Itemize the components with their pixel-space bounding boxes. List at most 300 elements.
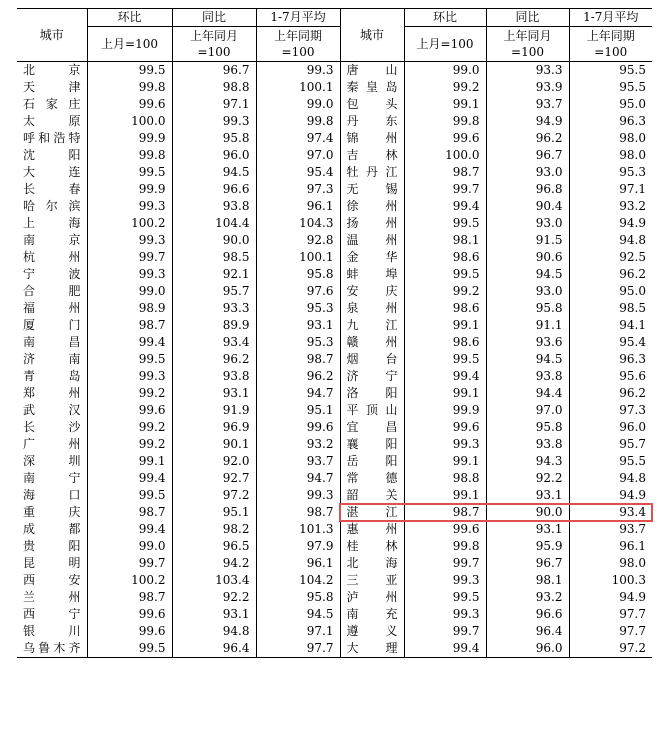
left-mom-value: 98.7 [87,504,172,521]
left-city-name: 石家庄 [17,96,87,113]
right-yoy-value: 93.6 [486,334,569,351]
left-avg-value: 97.0 [256,147,340,164]
city-price-index-table [17,8,652,658]
left-mom-value: 99.5 [87,487,172,504]
right-city-name: 扬州 [340,215,404,232]
right-mom-value: 98.6 [404,334,486,351]
left-mom-value: 99.3 [87,266,172,283]
right-city-name: 宜昌 [340,419,404,436]
right-yoy-value: 96.4 [486,623,569,640]
left-yoy-value: 94.2 [172,555,256,572]
right-city-name: 秦皇岛 [340,79,404,96]
left-city-name: 南昌 [17,334,87,351]
left-city-name: 宁波 [17,266,87,283]
header-mom-left: 环比 [87,9,172,27]
left-avg-value: 94.7 [256,470,340,487]
left-mom-value: 99.2 [87,385,172,402]
left-mom-value: 100.2 [87,572,172,589]
left-mom-value: 99.0 [87,538,172,555]
table-row [17,623,652,640]
right-avg-value: 97.3 [619,403,646,417]
right-city-name: 无锡 [340,181,404,198]
right-city-name: 济宁 [340,368,404,385]
left-avg-value: 99.3 [256,62,340,80]
right-mom-value: 99.4 [404,198,486,215]
left-city-name: 长沙 [17,419,87,436]
right-mom-value: 98.7 [404,164,486,181]
left-avg-value: 97.9 [256,538,340,555]
right-yoy-value: 92.2 [486,470,569,487]
right-mom-value: 99.3 [404,436,486,453]
left-avg-value: 95.8 [256,589,340,606]
table-row [17,181,652,198]
right-city-name: 徐州 [340,198,404,215]
right-city-name: 三亚 [340,572,404,589]
left-mom-value: 99.4 [87,470,172,487]
table-row [17,79,652,96]
right-mom-value: 99.1 [404,385,486,402]
left-yoy-value: 94.8 [172,623,256,640]
right-yoy-value: 93.0 [486,283,569,300]
left-mom-value: 99.9 [87,130,172,147]
right-avg-value: 98.0 [619,131,646,145]
right-avg-value: 96.2 [619,267,646,281]
table-row [17,164,652,181]
left-avg-value: 93.1 [256,317,340,334]
left-yoy-value: 95.8 [172,130,256,147]
left-yoy-value: 96.0 [172,147,256,164]
right-avg-value: 96.0 [619,420,646,434]
right-mom-value: 99.5 [404,589,486,606]
left-yoy-value: 95.1 [172,504,256,521]
right-city-name: 洛阳 [340,385,404,402]
table-row [17,419,652,436]
right-avg-value: 93.4 [619,505,646,519]
table-row [17,147,652,164]
left-city-name: 厦门 [17,317,87,334]
right-mom-value: 98.1 [404,232,486,249]
right-avg-value: 93.2 [619,199,646,213]
table-row [17,113,652,130]
table-row [17,521,652,538]
left-city-name: 武汉 [17,402,87,419]
right-avg-value: 96.3 [619,114,646,128]
left-yoy-value: 103.4 [172,572,256,589]
right-yoy-value: 96.8 [486,181,569,198]
header-city-left: 城市 [17,9,87,62]
right-yoy-value: 96.7 [486,147,569,164]
right-mom-value: 99.4 [404,368,486,385]
left-yoy-value: 97.2 [172,487,256,504]
right-yoy-value: 96.0 [486,640,569,658]
left-city-name: 大连 [17,164,87,181]
right-yoy-value: 94.9 [486,113,569,130]
left-city-name: 福州 [17,300,87,317]
left-mom-value: 100.2 [87,215,172,232]
right-yoy-value: 93.1 [486,521,569,538]
left-mom-value: 99.8 [87,147,172,164]
right-city-name: 蚌埠 [340,266,404,283]
right-city-name: 湛江 [340,504,404,521]
right-avg-value: 97.7 [619,624,646,638]
right-yoy-value: 93.2 [486,589,569,606]
left-avg-value: 98.7 [256,504,340,521]
left-city-name: 南宁 [17,470,87,487]
right-avg-value: 100.3 [611,573,646,587]
right-yoy-value: 94.4 [486,385,569,402]
left-yoy-value: 94.5 [172,164,256,181]
header-mom-right: 环比 [404,9,486,27]
right-avg-value: 94.9 [619,488,646,502]
right-city-name: 襄阳 [340,436,404,453]
left-mom-value: 99.6 [87,402,172,419]
left-city-name: 广州 [17,436,87,453]
left-avg-value: 97.7 [256,640,340,658]
right-mom-value: 99.7 [404,181,486,198]
right-yoy-value: 95.8 [486,419,569,436]
right-avg-value: 95.6 [619,369,646,383]
table-row [17,640,652,658]
right-yoy-value: 91.5 [486,232,569,249]
table-row [17,351,652,368]
left-city-name: 深圳 [17,453,87,470]
right-city-name: 遵义 [340,623,404,640]
table-row [17,589,652,606]
header-mom-base-right: 上月=100 [404,27,486,62]
left-city-name: 青岛 [17,368,87,385]
header-city-right: 城市 [340,9,404,62]
right-city-name: 大理 [340,640,404,658]
left-mom-value: 99.6 [87,96,172,113]
right-avg-value: 96.3 [619,352,646,366]
right-yoy-value: 93.3 [486,62,569,80]
table-row [17,538,652,555]
table-row [17,283,652,300]
right-yoy-value: 93.8 [486,368,569,385]
left-yoy-value: 91.9 [172,402,256,419]
table-row [17,334,652,351]
right-avg-value: 94.1 [619,318,646,332]
table-row [17,266,652,283]
left-yoy-value: 99.3 [172,113,256,130]
left-yoy-value: 96.2 [172,351,256,368]
right-mom-value: 99.7 [404,555,486,572]
left-yoy-value: 97.1 [172,96,256,113]
left-yoy-value: 90.0 [172,232,256,249]
left-yoy-value: 92.1 [172,266,256,283]
right-mom-value: 99.5 [404,215,486,232]
right-yoy-value: 98.1 [486,572,569,589]
left-avg-value: 97.1 [256,623,340,640]
right-mom-value: 100.0 [404,147,486,164]
left-yoy-value: 89.9 [172,317,256,334]
left-yoy-value: 98.8 [172,79,256,96]
left-mom-value: 99.5 [87,640,172,658]
right-city-name: 丹东 [340,113,404,130]
right-city-name: 泸州 [340,589,404,606]
table-row [17,317,652,334]
right-yoy-value: 90.6 [486,249,569,266]
table-row [17,402,652,419]
right-avg-value: 94.9 [619,216,646,230]
right-yoy-value: 97.0 [486,402,569,419]
left-mom-value: 99.5 [87,164,172,181]
right-yoy-value: 94.5 [486,351,569,368]
header-yoy-left: 同比 [172,9,256,27]
left-city-name: 兰州 [17,589,87,606]
right-city-name: 赣州 [340,334,404,351]
right-city-name: 韶关 [340,487,404,504]
left-avg-value: 96.1 [256,555,340,572]
right-city-name: 平顶山 [340,402,404,419]
right-yoy-value: 93.1 [486,487,569,504]
right-avg-value: 97.7 [619,607,646,621]
right-city-name: 唐山 [340,62,404,80]
right-city-name: 桂林 [340,538,404,555]
right-avg-value: 98.5 [619,301,646,315]
left-avg-value: 93.7 [256,453,340,470]
table-header [17,9,652,62]
right-yoy-value: 96.7 [486,555,569,572]
left-avg-value: 99.8 [256,113,340,130]
left-yoy-value: 96.4 [172,640,256,658]
table-row [17,232,652,249]
left-mom-value: 99.6 [87,606,172,623]
right-city-name: 牡丹江 [340,164,404,181]
right-avg-value: 95.5 [619,454,646,468]
left-avg-value: 92.8 [256,232,340,249]
right-mom-value: 98.6 [404,300,486,317]
left-city-name: 郑州 [17,385,87,402]
left-mom-value: 98.9 [87,300,172,317]
table-row [17,504,652,521]
table-row [17,555,652,572]
right-yoy-value: 90.0 [486,504,569,521]
left-city-name: 昆明 [17,555,87,572]
table-row [17,96,652,113]
right-yoy-value: 93.0 [486,215,569,232]
right-city-name: 九江 [340,317,404,334]
header-avg-left: 1-7月平均 [256,9,340,27]
left-mom-value: 99.4 [87,521,172,538]
left-yoy-value: 92.7 [172,470,256,487]
table-row [17,470,652,487]
right-yoy-value: 93.9 [486,79,569,96]
left-yoy-value: 104.4 [172,215,256,232]
left-yoy-value: 93.3 [172,300,256,317]
right-mom-value: 99.8 [404,113,486,130]
left-yoy-value: 93.4 [172,334,256,351]
right-mom-value: 99.1 [404,453,486,470]
left-avg-value: 100.1 [256,79,340,96]
table-row [17,300,652,317]
left-avg-value: 95.3 [256,334,340,351]
table-row [17,198,652,215]
right-avg-value: 97.1 [619,182,646,196]
right-mom-value: 99.5 [404,266,486,283]
left-city-name: 杭州 [17,249,87,266]
right-mom-value: 98.8 [404,470,486,487]
left-city-name: 呼和浩特 [17,130,87,147]
right-city-name: 常德 [340,470,404,487]
right-mom-value: 99.1 [404,96,486,113]
left-mom-value: 99.7 [87,555,172,572]
left-mom-value: 100.0 [87,113,172,130]
left-mom-value: 99.7 [87,249,172,266]
right-mom-value: 99.9 [404,402,486,419]
left-city-name: 银川 [17,623,87,640]
right-city-name: 包头 [340,96,404,113]
right-yoy-value: 91.1 [486,317,569,334]
right-mom-value: 99.2 [404,79,486,96]
left-yoy-value: 92.0 [172,453,256,470]
right-mom-value: 99.6 [404,521,486,538]
right-yoy-value: 93.7 [486,96,569,113]
left-city-name: 南京 [17,232,87,249]
right-yoy-value: 96.2 [486,130,569,147]
right-yoy-value: 96.6 [486,606,569,623]
left-mom-value: 99.3 [87,198,172,215]
left-mom-value: 99.1 [87,453,172,470]
table-row [17,606,652,623]
right-mom-value: 99.3 [404,572,486,589]
right-avg-value: 95.5 [619,63,646,77]
right-mom-value: 99.6 [404,419,486,436]
right-avg-value: 95.3 [619,165,646,179]
right-avg-value: 97.2 [569,640,652,658]
right-mom-value: 98.6 [404,249,486,266]
left-avg-value: 104.2 [256,572,340,589]
left-mom-value: 99.9 [87,181,172,198]
header-yoy-base-left: 上年同月 =100 [172,27,256,62]
left-yoy-value: 95.7 [172,283,256,300]
left-city-name: 太原 [17,113,87,130]
left-avg-value: 95.4 [256,164,340,181]
left-city-name: 成都 [17,521,87,538]
left-avg-value: 94.5 [256,606,340,623]
right-yoy-value: 93.0 [486,164,569,181]
right-yoy-value: 95.9 [486,538,569,555]
left-avg-value: 97.4 [256,130,340,147]
table-row [17,215,652,232]
right-city-name: 烟台 [340,351,404,368]
header-avg-right: 1-7月平均 [569,9,652,27]
right-city-name: 惠州 [340,521,404,538]
left-avg-value: 95.1 [256,402,340,419]
header-yoy-base-right: 上年同月 =100 [486,27,569,62]
left-avg-value: 93.2 [256,436,340,453]
left-city-name: 海口 [17,487,87,504]
right-city-name: 北海 [340,555,404,572]
table-body [17,62,652,658]
table-row [17,62,652,80]
left-mom-value: 99.2 [87,436,172,453]
header-yoy-right: 同比 [486,9,569,27]
right-city-name: 吉林 [340,147,404,164]
right-avg-value: 95.5 [619,80,646,94]
right-city-name: 温州 [340,232,404,249]
left-city-name: 长春 [17,181,87,198]
left-yoy-value: 93.1 [172,385,256,402]
right-avg-value: 95.0 [619,284,646,298]
table-row [17,453,652,470]
right-avg-value: 95.4 [619,335,646,349]
right-yoy-value: 94.5 [486,266,569,283]
left-city-name: 重庆 [17,504,87,521]
left-mom-value: 99.5 [87,62,172,80]
right-yoy-value: 90.4 [486,198,569,215]
left-yoy-value: 96.6 [172,181,256,198]
left-avg-value: 99.6 [256,419,340,436]
right-yoy-value: 95.8 [486,300,569,317]
left-city-name: 合肥 [17,283,87,300]
right-mom-value: 99.7 [404,623,486,640]
table-row [17,385,652,402]
table-row [17,436,652,453]
left-city-name: 贵阳 [17,538,87,555]
right-mom-value: 99.0 [404,62,486,80]
right-avg-value: 94.8 [619,233,646,247]
left-city-name: 哈尔滨 [17,198,87,215]
right-city-name: 安庆 [340,283,404,300]
header-avg-base-left: 上年同期 =100 [256,27,340,62]
left-mom-value: 99.0 [87,283,172,300]
left-yoy-value: 96.7 [172,62,256,80]
left-avg-value: 96.1 [256,198,340,215]
right-mom-value: 99.3 [404,606,486,623]
left-avg-value: 99.3 [256,487,340,504]
right-avg-value: 98.0 [619,148,646,162]
left-mom-value: 98.7 [87,589,172,606]
right-yoy-value: 94.3 [486,453,569,470]
left-avg-value: 98.7 [256,351,340,368]
left-mom-value: 99.5 [87,351,172,368]
left-yoy-value: 98.5 [172,249,256,266]
table-row [17,487,652,504]
left-city-name: 济南 [17,351,87,368]
left-yoy-value: 98.2 [172,521,256,538]
right-city-name: 锦州 [340,130,404,147]
left-yoy-value: 96.9 [172,419,256,436]
left-yoy-value: 93.8 [172,198,256,215]
left-city-name: 沈阳 [17,147,87,164]
right-avg-value: 94.8 [619,471,646,485]
right-yoy-value: 93.8 [486,436,569,453]
left-yoy-value: 93.8 [172,368,256,385]
left-avg-value: 101.3 [256,521,340,538]
right-avg-value: 96.2 [619,386,646,400]
left-city-name: 北京 [17,62,87,80]
left-avg-value: 104.3 [256,215,340,232]
right-avg-value: 92.5 [619,250,646,264]
right-mom-value: 98.7 [404,504,486,521]
right-mom-value: 99.1 [404,487,486,504]
right-mom-value: 99.8 [404,538,486,555]
header-avg-base-right: 上年同期 =100 [569,27,652,62]
left-mom-value: 98.7 [87,317,172,334]
left-avg-value: 95.8 [256,266,340,283]
left-avg-value: 99.0 [256,96,340,113]
header-mom-base-left: 上月=100 [87,27,172,62]
left-avg-value: 94.7 [256,385,340,402]
left-avg-value: 97.6 [256,283,340,300]
right-avg-value: 95.0 [619,97,646,111]
left-avg-value: 97.3 [256,181,340,198]
right-mom-value: 99.6 [404,130,486,147]
right-avg-value: 98.0 [619,556,646,570]
left-yoy-value: 92.2 [172,589,256,606]
left-avg-value: 96.2 [256,368,340,385]
